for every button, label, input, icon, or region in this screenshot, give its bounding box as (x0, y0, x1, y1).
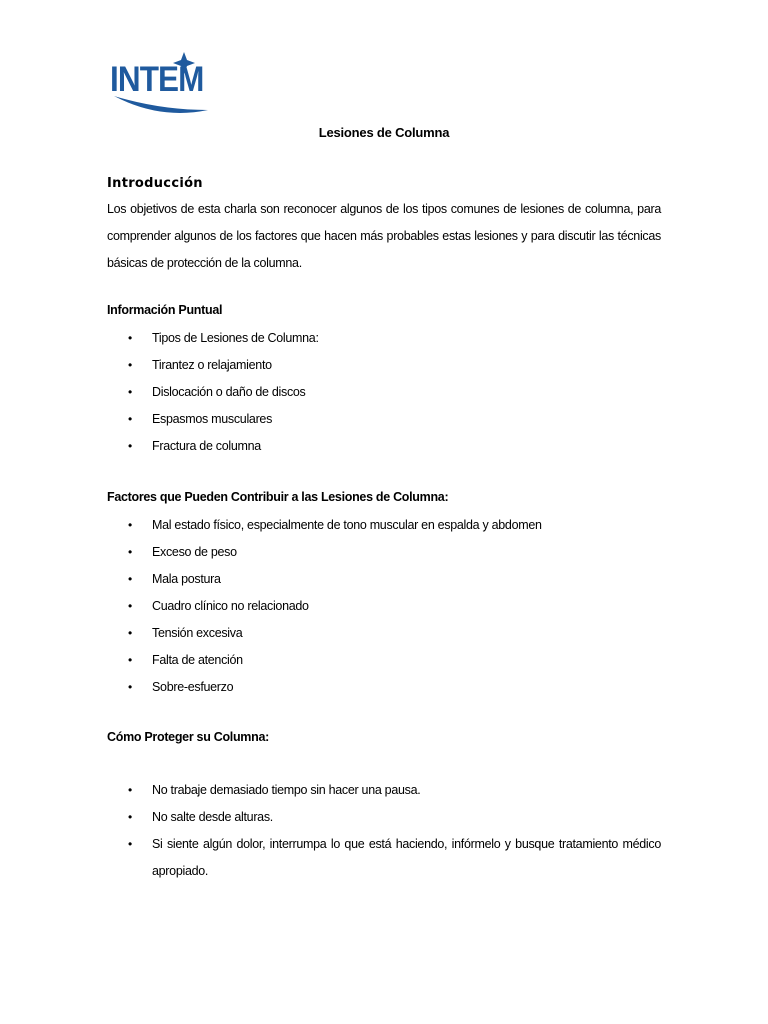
bullet-icon: • (128, 626, 132, 640)
bullet-icon: • (128, 545, 132, 559)
list-item: • Falta de atención (107, 647, 661, 674)
bullet-icon: • (128, 810, 132, 824)
info-heading: Información Puntual (107, 303, 223, 317)
logo-wordmark: INTEM (110, 60, 204, 99)
list-item: • Tensión excesiva (107, 620, 661, 647)
list-item: • Mal estado físico, especialmente de tono muscular en espalda y abdomen (107, 512, 661, 539)
bullet-icon: • (128, 783, 132, 797)
list-item: • Fractura de columna (107, 433, 661, 460)
bullet-icon: • (128, 358, 132, 372)
bullet-icon: • (128, 599, 132, 613)
bullet-icon: • (128, 385, 132, 399)
intro-heading: Introducción (107, 176, 203, 191)
list-item: • No trabaje demasiado tiempo sin hacer una pausa. (107, 777, 661, 804)
protect-list (107, 777, 661, 885)
list-item: • Sobre-esfuerzo (107, 674, 661, 701)
list-item: • Si siente algún dolor, interrumpa lo que está haciendo, infórmelo y busque tratamiento médico apropiado. (107, 831, 661, 885)
list-item: • Mala postura (107, 566, 661, 593)
list-item: • Dislocación o daño de discos (107, 379, 661, 406)
info-list (107, 325, 661, 460)
protect-heading: Cómo Proteger su Columna: (107, 730, 269, 744)
list-item: • Cuadro clínico no relacionado (107, 593, 661, 620)
list-item: • No salte desde alturas. (107, 804, 661, 831)
bullet-icon: • (128, 439, 132, 453)
document-title: Lesiones de Columna (318, 125, 450, 140)
list-item: • Tipos de Lesiones de Columna: (107, 325, 661, 352)
bullet-icon: • (128, 653, 132, 667)
factors-list (107, 512, 661, 701)
bullet-icon: • (128, 412, 132, 426)
list-item: • Espasmos musculares (107, 406, 661, 433)
bullet-icon: • (128, 680, 132, 694)
factors-heading: Factores que Pueden Contribuir a las Lesiones de Columna: (107, 490, 449, 504)
intem-logo (110, 50, 210, 116)
list-item: • Tirantez o relajamiento (107, 352, 661, 379)
bullet-icon: • (128, 518, 132, 532)
bullet-icon: • (128, 331, 132, 345)
bullet-icon: • (128, 837, 132, 851)
list-item: • Exceso de peso (107, 539, 661, 566)
bullet-icon: • (128, 572, 132, 586)
intro-paragraph: Los objetivos de esta charla son reconocer algunos de los tipos comunes de lesiones de columna, para comprender algunos de los factores que hacen más probables estas lesiones y para discutir las técnicas básicas de protección de la columna. (107, 202, 661, 270)
